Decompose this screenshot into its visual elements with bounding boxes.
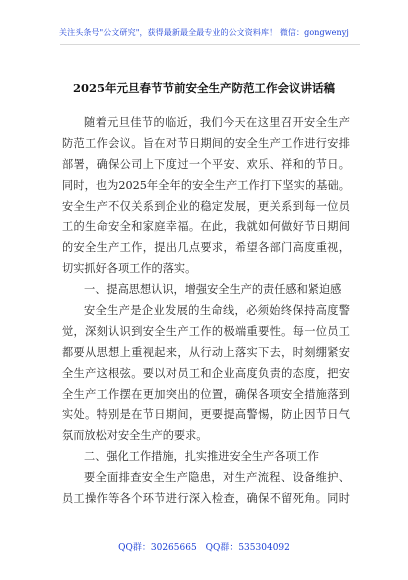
footer-qq-groups: [0, 540, 408, 553]
section-heading: 一、提高思想认识，增强安全生产的责任感和紧迫感: [84, 283, 342, 297]
body-line: 的安全生产工作，提出几点要求，希望各部门高度重视，: [62, 241, 350, 255]
footer-qq-group-1: QQ群：30265665: [118, 543, 197, 553]
document-title: 2025年元旦春节节前安全生产防范工作会议讲话稿: [72, 81, 335, 95]
body-line: 切实抓好各项工作的落实。: [62, 262, 197, 276]
body-line: 安全生产是企业发展的生命线，必须始终保持高度警: [84, 304, 350, 318]
header-promo-text: 关注头条号"公文研究"，获得最新最全最专业的公文资料库！ 微信：gongwenyj: [59, 28, 349, 37]
body-line: 同时，也为2025年全年的安全生产工作打下坚实的基础。: [62, 178, 350, 192]
document-body: [62, 113, 350, 510]
body-line: 部署，确保公司上下度过一个平安、欢乐、祥和的节日。: [62, 157, 350, 171]
body-line: 防范工作会议。旨在对节日期间的安全生产工作进行安排: [62, 136, 350, 150]
body-line: 工的生命安全和家庭幸福。在此，我就如何做好节日期间: [62, 220, 350, 234]
body-line: 觉，深刻认识到安全生产工作的极端重要性。每一位员工: [62, 324, 350, 338]
body-line: 随着元旦佳节的临近，我们今天在这里召开安全生产: [84, 116, 350, 129]
body-line: 安全生产不仅关系到企业的稳定发展，更关系到每一位员: [62, 199, 350, 213]
body-line: 全生产工作摆在更加突出的位置，确保各项安全措施落到: [62, 387, 350, 401]
body-line: 实处。特别是在节日期间，更要提高警惕，防止因节日气: [62, 408, 350, 422]
header-divider: [60, 44, 360, 45]
body-line: 要全面排查安全生产隐患，对生产流程、设备维护、: [84, 471, 350, 485]
body-line: 氛而放松对安全生产的要求。: [62, 429, 208, 443]
body-line: 员工操作等各个环节进行深入检查，确保不留死角。同时: [62, 492, 350, 506]
footer-qq-group-2: QQ群：535304092: [205, 543, 290, 553]
body-line: 全生产这根弦。要以对员工和企业高度负责的态度，把安: [62, 366, 350, 380]
section-heading: 二、强化工作措施，扎实推进安全生产各项工作: [84, 450, 319, 464]
body-line: 都要从思想上重视起来，从行动上落实下去，时刻绷紧安: [62, 345, 350, 359]
